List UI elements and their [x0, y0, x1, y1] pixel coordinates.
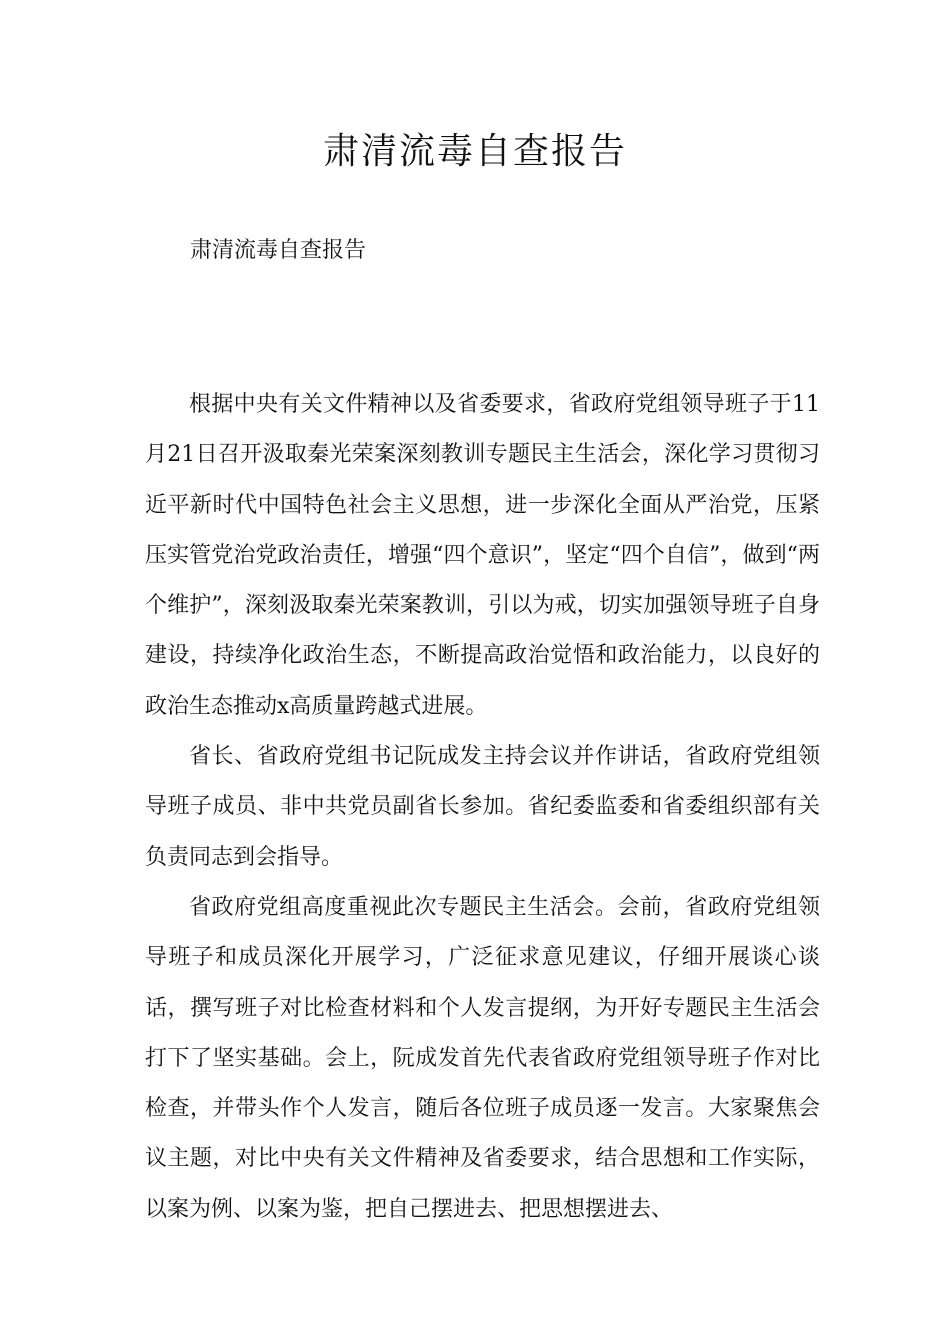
document-title: 肃清流毒自查报告 [322, 131, 627, 172]
document-subtitle: 肃清流毒自查报告 [190, 238, 367, 263]
body-paragraph: 省长、省政府党组书记阮成发主持会议并作讲话，省政府党组领导班子成员、非中共党员副省长参加。省纪委监委和省委组织部有关负责同志到会指导。 [145, 744, 820, 870]
body-paragraph: 省政府党组高度重视此次专题民主生活会。会前，省政府党组领导班子和成员深化开展学习，广泛征求意见建议，仔细开展谈心谈话，撰写班子对比检查材料和个人发言提纲，为开好专题民主生活会打下了坚实基础。会上，阮成发首先代表省政府党组领导班子作对比检查，并带头作个人发言，随后各位班子成员逐一发言。大家聚焦会议主题，对比中央有关文件精神及省委要求，结合思想和工作实际，以案为例、以案为鉴，把自己摆进去、把思想摆进去、 [145, 894, 820, 1222]
document-body [145, 380, 820, 1235]
body-paragraph: 根据中央有关文件精神以及省委要求，省政府党组领导班子于11月21日召开汲取秦光荣案深刻教训专题民主生活会，深化学习贯彻习近平新时代中国特色社会主义思想，进一步深化全面从严治党，压紧压实管党治党政治责任，增强“四个意识”，坚定“四个自信”，做到“两个维护”，深刻汲取秦光荣案教训，引以为戒，切实加强领导班子自身建设，持续净化政治生态，不断提高政治觉悟和政治能力，以良好的政治生态推动x高质量跨越式进展。 [145, 392, 820, 719]
